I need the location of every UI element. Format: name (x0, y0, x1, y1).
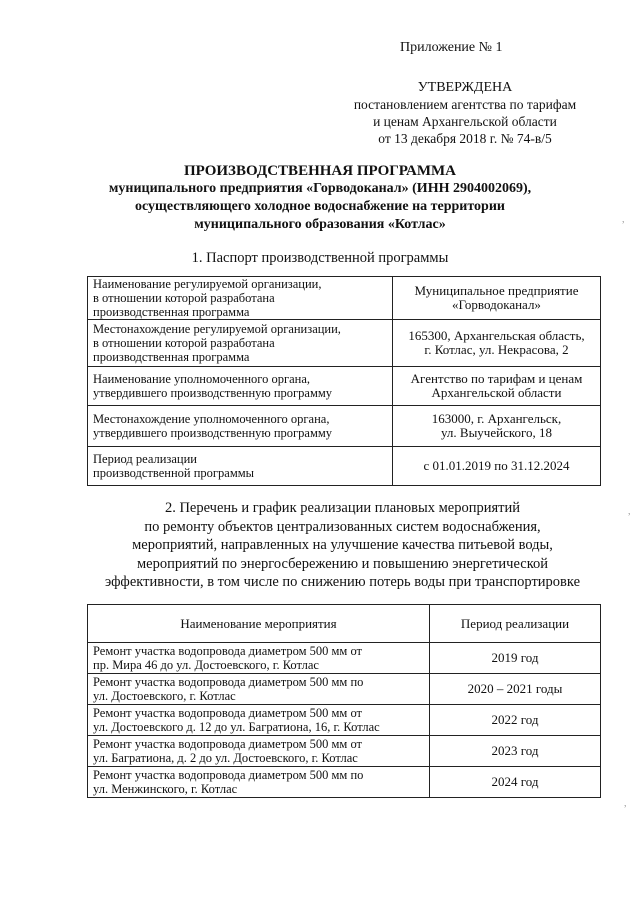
works-row (88, 643, 601, 674)
title-line-1: ПРОИЗВОДСТВЕННАЯ ПРОГРАММА (183, 163, 456, 179)
passport-label: Период реализации производственной программы (88, 447, 393, 486)
works-header-period: Период реализации (430, 605, 601, 643)
works-row (88, 705, 601, 736)
passport-table (87, 276, 601, 486)
approval-block (330, 79, 600, 147)
passport-row (88, 367, 601, 406)
passport-value: Муниципальное предприятие «Горводоканал» (393, 277, 601, 320)
title-line-2: муниципального предприятия «Горводоканал» (ИНН 2904002069), (108, 181, 532, 196)
works-name: Ремонт участка водопровода диаметром 500 мм от ул. Достоевского д. 12 до ул. Багратиона, 16, г. Котлас (88, 705, 430, 736)
passport-value: 163000, г. Архангельск, ул. Выучейского, 18 (393, 406, 601, 447)
title-line-4: муниципального образования «Котлас» (194, 217, 446, 232)
passport-row (88, 320, 601, 367)
passport-value: 165300, Архангельская область, г. Котлас, ул. Некрасова, 2 (393, 320, 601, 367)
approval-line-3: от 13 декабря 2018 г. № 74-в/5 (378, 131, 552, 146)
document-title (60, 162, 580, 234)
works-period: 2024 год (430, 767, 601, 798)
works-name: Ремонт участка водопровода диаметром 500 мм от пр. Мира 46 до ул. Достоевского, г. Котлас (88, 643, 430, 674)
works-period: 2022 год (430, 705, 601, 736)
approval-line-1: постановлением агентства по тарифам (353, 97, 577, 112)
section-2-heading: 2. Перечень и график реализации плановых мероприятий по ремонту объектов централизованных систем водоснабжения, мероприятий, направленных на улучшение качества питьевой воды, мероприятий по энергосбережению и повышению энергетической эффективности, в том числе по снижению потерь воды при транспортировке (104, 500, 581, 590)
passport-label: Наименование регулируемой организации, в отношении которой разработана производственная программа (88, 277, 393, 320)
works-row (88, 674, 601, 705)
passport-value: с 01.01.2019 по 31.12.2024 (393, 447, 601, 486)
works-header-name: Наименование мероприятия (88, 605, 430, 643)
scan-mark: , (624, 798, 627, 809)
works-period: 2019 год (430, 643, 601, 674)
passport-value: Агентство по тарифам и ценам Архангельской области (393, 367, 601, 406)
works-period: 2020 – 2021 годы (430, 674, 601, 705)
works-row (88, 767, 601, 798)
works-name: Ремонт участка водопровода диаметром 500 мм от ул. Багратиона, д. 2 до ул. Достоевского, г. Котлас (88, 736, 430, 767)
works-table (87, 604, 601, 798)
passport-row (88, 447, 601, 486)
passport-label: Местонахождение уполномоченного органа, утвердившего производственную программу (88, 406, 393, 447)
works-row (88, 736, 601, 767)
appendix-label: Приложение № 1 (400, 40, 503, 55)
scan-mark: , (622, 214, 625, 225)
section-1-heading: 1. Паспорт производственной программы (191, 250, 449, 266)
title-line-3: осуществляющего холодное водоснабжение на территории (135, 199, 505, 214)
approval-line-2: и ценам Архангельской области (373, 114, 557, 129)
approval-heading: УТВЕРЖДЕНА (417, 80, 513, 95)
passport-row (88, 406, 601, 447)
passport-row (88, 277, 601, 320)
scan-mark: , (628, 506, 631, 517)
passport-label: Местонахождение регулируемой организации, в отношении которой разработана производственная программа (88, 320, 393, 367)
works-name: Ремонт участка водопровода диаметром 500 мм по ул. Менжинского, г. Котлас (88, 767, 430, 798)
passport-label: Наименование уполномоченного органа, утвердившего производственную программу (88, 367, 393, 406)
works-name: Ремонт участка водопровода диаметром 500 мм по ул. Достоевского, г. Котлас (88, 674, 430, 705)
works-period: 2023 год (430, 736, 601, 767)
